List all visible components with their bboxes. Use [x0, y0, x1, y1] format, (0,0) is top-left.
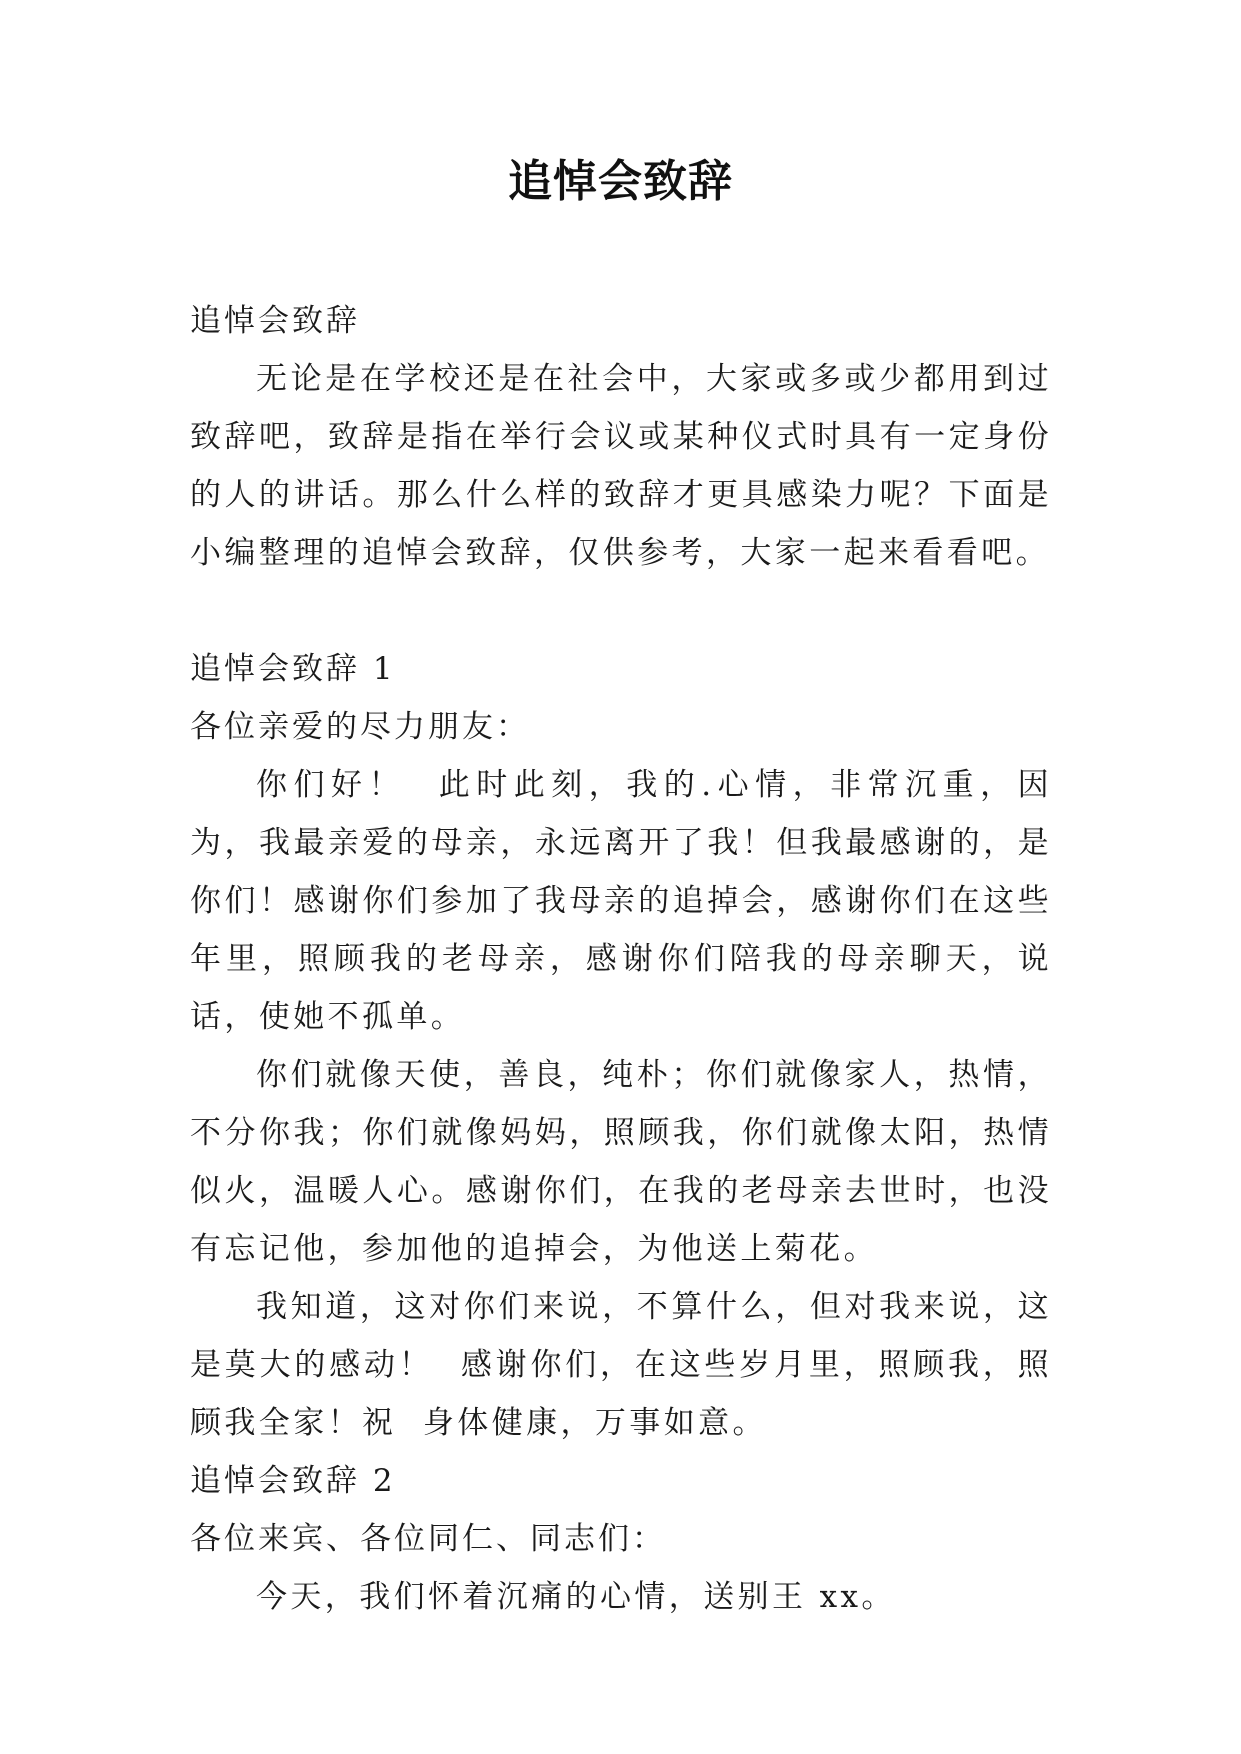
intro-paragraph: 无论是在学校还是在社会中，大家或多或少都用到过致辞吧，致辞是指在举行会议或某种仪式时具有一定身份的人的讲话。那么什么样的致辞才更具感染力呢？下面是小编整理的追悼会致辞，仅供参考，大家一起来看看吧。 [190, 361, 1052, 571]
speech-2-heading: 追悼会致辞 2 [190, 1463, 396, 1499]
speech-1-paragraph: 你们好！ 此时此刻，我的.心情，非常沉重，因为，我最亲爱的母亲，永远离开了我！但我最感谢的，是你们！感谢你们参加了我母亲的追掉会，感谢你们在这些年里，照顾我的老母亲，感谢你们陪我的母亲聊天，说话，使她不孤单。 [190, 767, 1052, 1035]
speech-1-heading: 追悼会致辞 1 [190, 651, 396, 687]
speech-1-paragraph: 你们就像天使，善良，纯朴；你们就像家人，热情，不分你我；你们就像妈妈，照顾我，你们就像太阳，热情似火，温暖人心。感谢你们，在我的老母亲去世时，也没有忘记他，参加他的追掉会，为他送上菊花。 [190, 1057, 1052, 1267]
document-title: 追悼会致辞 [508, 156, 733, 207]
speech-1-paragraph: 我知道，这对你们来说，不算什么，但对我来说，这是莫大的感动！ 感谢你们，在这些岁月里，照顾我，照顾我全家！祝 身体健康，万事如意。 [190, 1289, 1052, 1441]
speech-1-salutation: 各位亲爱的尽力朋友： [190, 709, 530, 745]
speech-2-paragraph: 今天，我们怀着沉痛的心情，送别王 xx。 [256, 1579, 896, 1615]
spacer [190, 582, 1052, 640]
document-body [190, 292, 1052, 1626]
speech-2-salutation: 各位来宾、各位同仁、同志们： [190, 1521, 666, 1557]
section-heading: 追悼会致辞 [190, 303, 360, 339]
